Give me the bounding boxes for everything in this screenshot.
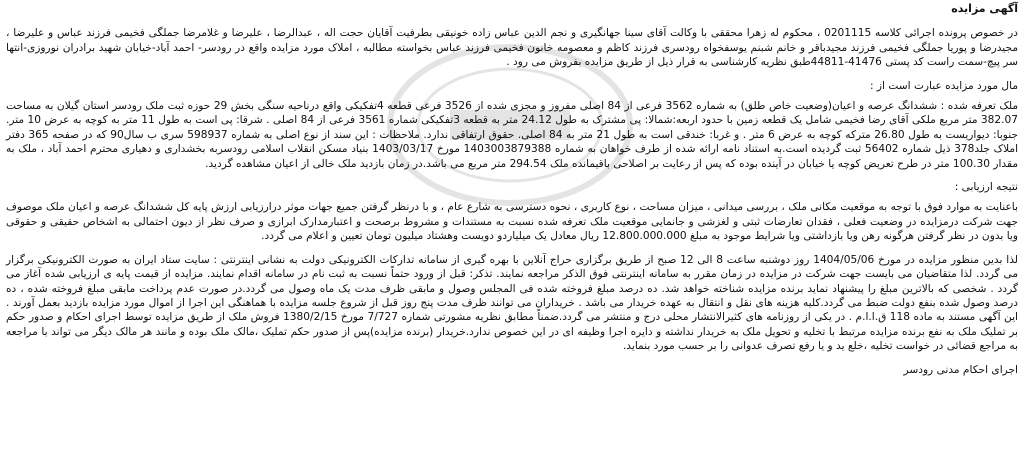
auction-terms: لذا بدین منظور مزایده در مورخ 1404/05/06 روز دوشنبه ساعت 8 الی 12 صبح از طریق برگزاری حراج آنلاین با بهره گیری از سامانه تدارکات الکترونیکی دولت به نشانی اینترنتی : سایت ستاد ایران به صورت الکترونیکی برگزار می گردد. لذا متقاضیان می بایست جهت شرکت در مزایده در زمان مقرر به سامانه اینترنتی فوق الذکر مراجعه نمایند. تذکر: قبل از ورود حتماً نسبت به ثبت نام در سامانه اقدام نمایند. مزایده از قیمت پایه ی ارزیابی شده آغاز می گردد . شخصی که بالاترین مبلغ را پیشنهاد نماید برنده مزایده شناخته خواهد شد. ده درصد مبلغ فروخته شده فی المجلس وصول و مابقی ظرف مدت یک ماه وصول می گردد.در صورت عدم پرداخت مابقی مبلغ فروخته شده ، ده درصد وصول شده بنفع دولت ضبط می گردد.کلیه هزینه های نقل و انتقال به عهده خریدار می باشد . خریداران می توانند ظرف مدت پنج روز قبل از شروع جلسه مزایده با هماهنگی این اجرا از اموال مورد مزایده بازدید بعمل آورند . این آگهی مستند به ماده 118 ق.ا.ا.م . در یکی از روزنامه های کثیرالانتشار محلی درج و منتشر می گردد.ضمناً مطابق نظریه مشورتی شماره 7/727 مورخ 1380/2/15 فروش ملک از طریق مزایده توسط اجرای احکام و صدور حکم بر تملیک ملک به نفع برنده مزایده مرتبط با تخلیه و تحویل ملک به خریدار نداشته و دایره اجرا وظیفه ای در این خصوص ندارد.خریدار (برنده مزایده)پس از صدور حکم تملیک ،مالک ملک بوده و مانند هر مالک دیگر می تواند با مراجعه به مراجع قضائی در خواست تخلیه ،خلع ید و یا رفع تصرف عدوانی را بر حسب مورد بنماید. [6,253,1018,353]
valuation-heading: نتیجه ارزیابی : [954,181,1018,194]
valuation-result: باعنایت به موارد فوق با توجه به موقعیت مکانی ملک ، بررسی میدانی ، میزان مساحت ، نوع کاربری ، نحوه دسترسی به شارع عام ، و با درنظر گرفتن جمیع جهات موثر درارزیابی ارزش پایه کل ششدانگ عرصه و اعیان ملک موصوف جهت شرکت درمزایده در وضعیت فعلی ، فقدان تعارضات ثبتی و لغزشی و جانمایی موقعیت ملک تعرفه شده نسبت به مستندات و مشروط برصحت و اعتبارمدارک ابرازی و صرف نظر از دیون احتمالی به اشخاص حقیقی و حقوقی ویا بدون در نظر گرفتن هرگونه رهن ویا بازداشتی ویا شرایط موجود به مبلغ 12.800.000.000 ریال معادل یک میلیاردو دویست وهشتاد میلیون تومان تعیین و اعلام می گردد. [6,201,1018,243]
notice-intro: در خصوص پرونده اجرائی کلاسه 0201115 ، محکوم له زهرا محققی با وکالت آقای سینا جهانگیری و نجم الدین عباس زاده خونیقی بطرفیت آقایان حجت اله ، عبدالرضا ، علیرضا و غلامرضا جملگی فخیمی فرزند عباس و علیرضا ، مجیدرضا و پوریا جملگی فخیمی فرزند مجیدباقر و خانم شبنم یوسفخواه رودسری فرزند کاظم و معصومه خانون فخیمی فرزند عباس بخواسته مطالبه ، املاک مورد مزایده واقع در رودسر- احمد آباد-خیابان شهید برادران نوروزی-انتها سر پیچ-سمت راست کد پستی 41476-44811طبق نظریه کارشناسی به قرار ذیل از طریق مزایده بفروش می رود . [6,27,1019,69]
auction-notice [6,2,1018,468]
property-description: ملک تعرفه شده : ششدانگ عرصه و اعیان(وضعیت خاص طلق) به شماره 3562 فرعی از 84 اصلی مفروز و مجزی شده از 3526 فرعی قطعه 4تفکیکی واقع درناحیه سنگی بخش 29 حوزه ثبت ملک رودسر استان گیلان به مساحت 382.07 متر مربع ملکی آقای رضا فخیمی شامل یک قطعه زمین با حدود اربعه:شمالا: پی مشترک به طول 24.12 متر به قطعه 3تفکیکی شماره 3561 فرعی از 84 اصلی . شرقا: پی است به طول 11 متر به کوچه به عرض 10 متر. جنوبا: دیواریست به طول 26.80 مترکه کوچه به عرض 6 متر . و غربا: خندقی است به طول 21 متر به 84 اصلی. حقوق ارتفاقی ندارد. ملاحظات : این سند از نوع اصلی به شماره 598937 سری ب سال90 که در صفحه 365 دفتر املاک جلد378 ذیل شماره 56402 ثبت گردیده است.به استناد نامه ارائه شده از طرف خواهان به شماره 1403003879388 مورخ 1403/03/17 بنیاد مسکن انقلاب اسلامی رودسربه بخشداری و دهیاری محترم احمد آباد ، ملک به مقدار 100.30 متر در طرح تعریض کوچه یا خیابان در آینده بوده که پس از رعایت بر اصلاحی باقیمانده ملک 294.54 متر مربع می باشد.در زمان بازدید ملک خالی از اعیان مشاهده گردید. [6,100,1019,170]
notice-title: آگهی مزایده [951,2,1018,15]
property-heading: مال مورد مزایده عبارت است از : [870,79,1018,92]
issuer-signature: اجرای احکام مدنی رودسر [903,363,1018,376]
